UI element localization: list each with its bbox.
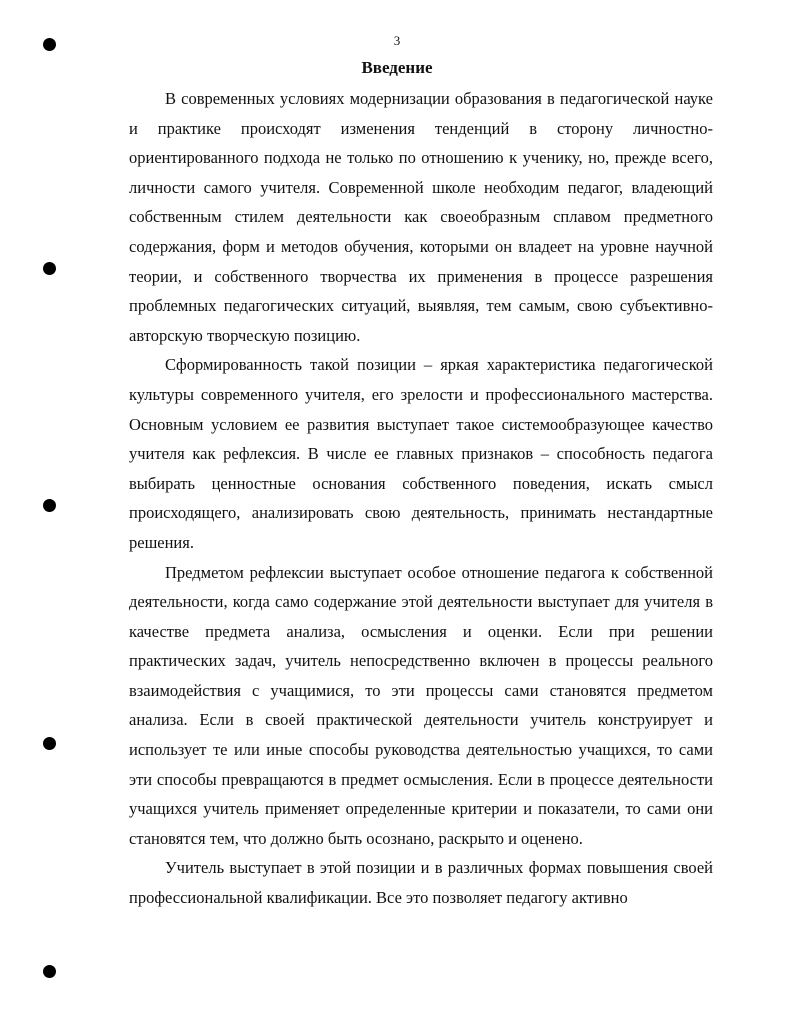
- binding-hole: [43, 737, 56, 750]
- binding-hole: [43, 965, 56, 978]
- paragraph: Учитель выступает в этой позиции и в различных формах повышения своей профессиональной квалификации. Все это позволяет педагогу активно: [129, 858, 713, 908]
- paragraph: Предметом рефлексии выступает особое отношение педагога к собственной деятельности, когда само содержание этой деятельности выступает для учителя в качестве предмета анализа, осмысления и оценки. Если при решении практических задач, учитель непосредственно включен в процессы реального взаимодействия с учащимися, то эти процессы сами становятся предметом анализа. Если в своей практической деятельности учитель конструирует и использует те или иные способы руководства деятельностью учащихся, то сами эти способы превращаются в предмет осмысления. Если в процессе деятельности учащихся учитель применяет определенные критерии и показатели, то сами они становятся тем, что должно быть осознано, раскрыто и оценено.: [129, 562, 713, 848]
- section-heading: Введение: [361, 58, 433, 77]
- binding-hole: [43, 262, 56, 275]
- paragraph: В современных условиях модернизации образования в педагогической науке и практике происходят изменения тенденций в сторону личностно-ориентированного подхода не только по отношению к ученику, но, прежде всего, личности самого учителя. Современной школе необходим педагог, владеющий собственным стилем деятельности как своеобразным сплавом предметного содержания, форм и методов обучения, которыми он владеет на уровне научной теории, и собственного творчества их применения в процессе разрешения проблемных педагогических ситуаций, выявляя, тем самым, свою субъективно-авторскую творческую позицию.: [129, 89, 713, 345]
- body-text: [129, 84, 713, 913]
- page-number: 3: [393, 33, 401, 48]
- binding-hole: [43, 499, 56, 512]
- paragraph: Сформированность такой позиции – яркая характеристика педагогической культуры современного учителя, его зрелости и профессионального мастерства. Основным условием ее развития выступает такое системообразующее качество учителя как рефлексия. В числе ее главных признаков – способность педагога выбирать ценностные основания собственного поведения, искать смысл происходящего, анализировать свою деятельность, принимать нестандартные решения.: [129, 355, 713, 552]
